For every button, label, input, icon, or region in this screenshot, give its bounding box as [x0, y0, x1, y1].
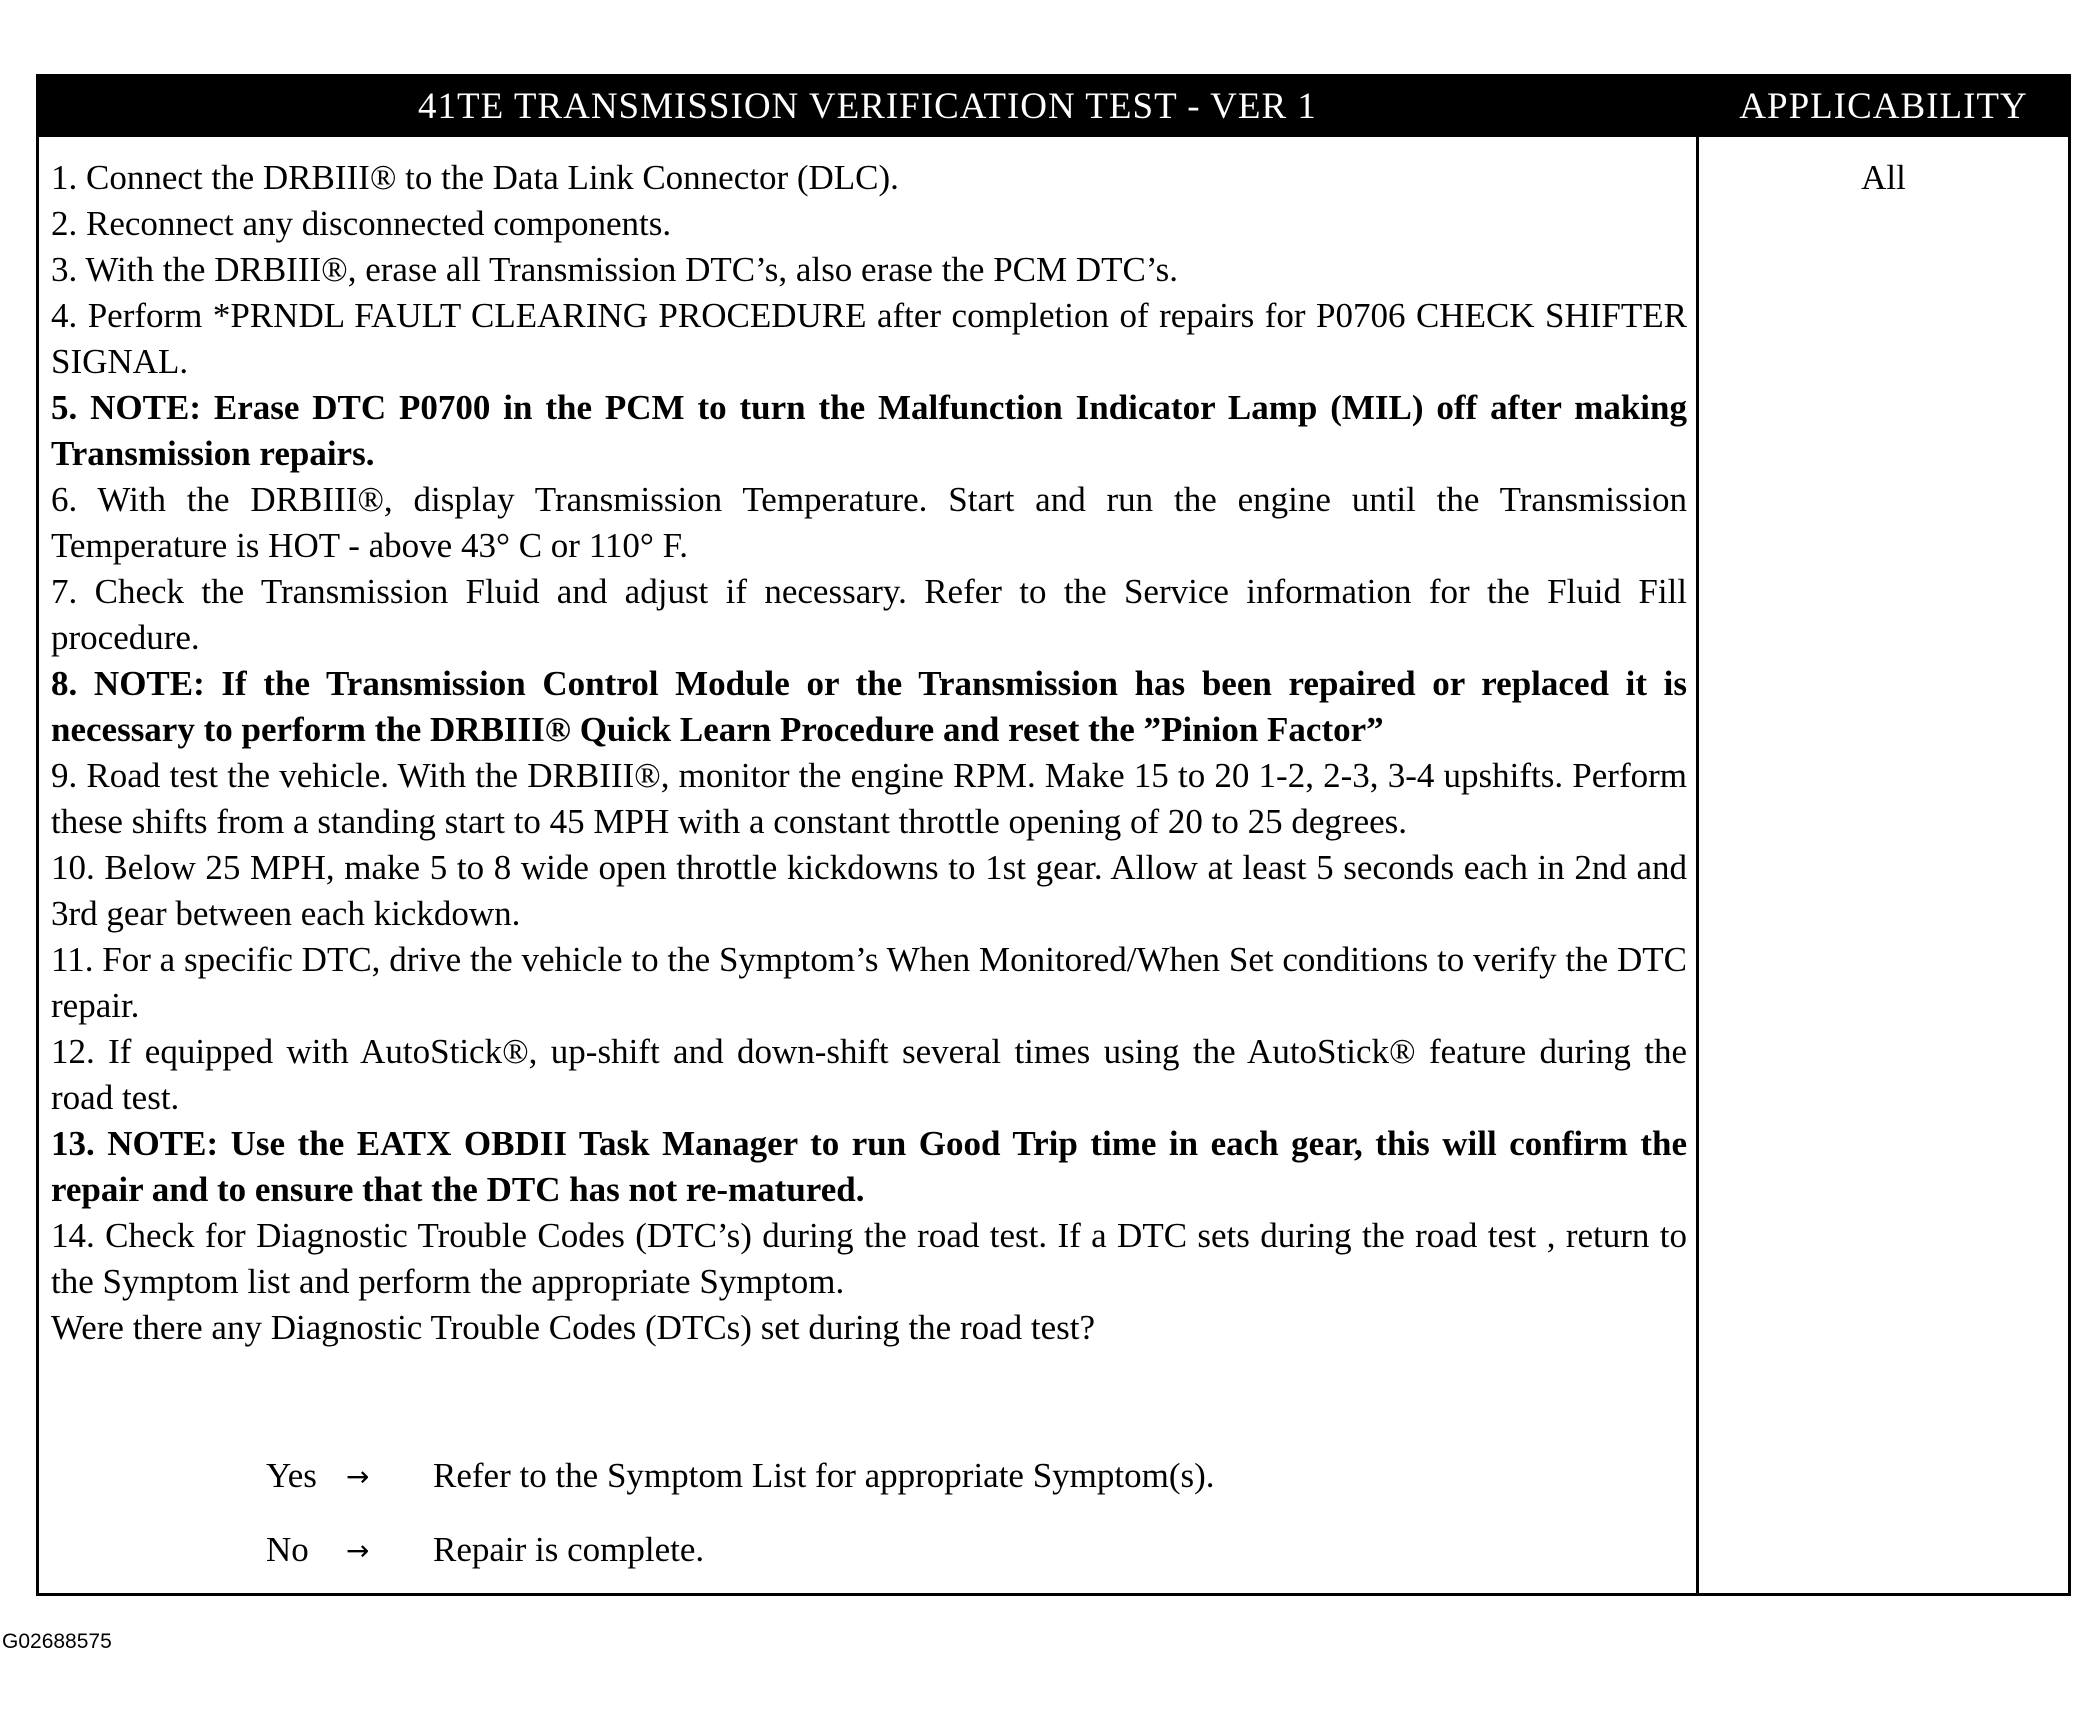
verification-test-table: [36, 74, 2071, 1596]
step-note: 5. NOTE: Erase DTC P0700 in the PCM to turn the Malfunction Indicator Lamp (MIL) off after making Transmission repairs.: [51, 388, 1687, 473]
column-divider: [1696, 137, 1699, 1593]
applicability-value: All: [1861, 158, 1906, 197]
answer-yes-action: Refer to the Symptom List for appropriate Symptom(s).: [433, 1456, 1215, 1495]
answer-options: [266, 1453, 1215, 1573]
applicability-header: APPLICABILITY: [1739, 86, 2028, 127]
verification-question: Were there any Diagnostic Trouble Codes (DTCs) set during the road test?: [51, 1308, 1096, 1347]
step-item: 10. Below 25 MPH, make 5 to 8 wide open throttle kickdowns to 1st gear. Allow at least 5 seconds each in 2nd and 3rd gear between each kickdown.: [51, 848, 1687, 933]
step-note: 8. NOTE: If the Transmission Control Module or the Transmission has been repaired or replaced it is necessary to perform the DRBIII® Quick Learn Procedure and reset the ”Pinion Factor”: [51, 664, 1687, 749]
table-header: [39, 77, 2068, 137]
answer-no-action: Repair is complete.: [433, 1530, 705, 1569]
step-note: 13. NOTE: Use the EATX OBDII Task Manager to run Good Trip time in each gear, this will confirm the repair and to ensure that the DTC has not re-matured.: [51, 1124, 1687, 1209]
arrow-right-icon: →: [346, 1459, 370, 1493]
step-item: 9. Road test the vehicle. With the DRBIII®, monitor the engine RPM. Make 15 to 20 1-2, 2-3, 3-4 upshifts. Perform these shifts from a standing start to 45 MPH with a constant throttle opening of 20 to 25 degrees.: [51, 756, 1687, 841]
step-item: 1. Connect the DRBIII® to the Data Link Connector (DLC).: [51, 158, 899, 197]
step-item: 11. For a specific DTC, drive the vehicle to the Symptom’s When Monitored/When Set conditions to verify the DTC repair.: [51, 940, 1687, 1025]
answer-no-row: [266, 1527, 1215, 1573]
arrow-right-icon: →: [346, 1533, 370, 1567]
figure-id: G02688575: [2, 1630, 112, 1653]
answer-no-label: No: [266, 1530, 309, 1569]
test-title: 41TE TRANSMISSION VERIFICATION TEST - VER 1: [418, 86, 1317, 127]
step-item: 6. With the DRBIII®, display Transmission Temperature. Start and run the engine until the Transmission Temperature is HOT - above 43° C or 110° F.: [51, 480, 1687, 565]
step-item: 7. Check the Transmission Fluid and adjust if necessary. Refer to the Service information for the Fluid Fill procedure.: [51, 572, 1687, 657]
answer-yes-label: Yes: [266, 1456, 317, 1495]
step-item: 4. Perform *PRNDL FAULT CLEARING PROCEDURE after completion of repairs for P0706 CHECK SHIFTER SIGNAL.: [51, 296, 1687, 381]
step-item: 14. Check for Diagnostic Trouble Codes (DTC’s) during the road test. If a DTC sets during the road test , return to the Symptom list and perform the appropriate Symptom.: [51, 1216, 1687, 1301]
step-item: 12. If equipped with AutoStick®, up-shift and down-shift several times using the AutoStick® feature during the road test.: [51, 1032, 1687, 1117]
test-steps-list: [51, 155, 1687, 1351]
step-item: 3. With the DRBIII®, erase all Transmission DTC’s, also erase the PCM DTC’s.: [51, 250, 1178, 289]
answer-yes-row: [266, 1453, 1215, 1499]
step-item: 2. Reconnect any disconnected components.: [51, 204, 672, 243]
